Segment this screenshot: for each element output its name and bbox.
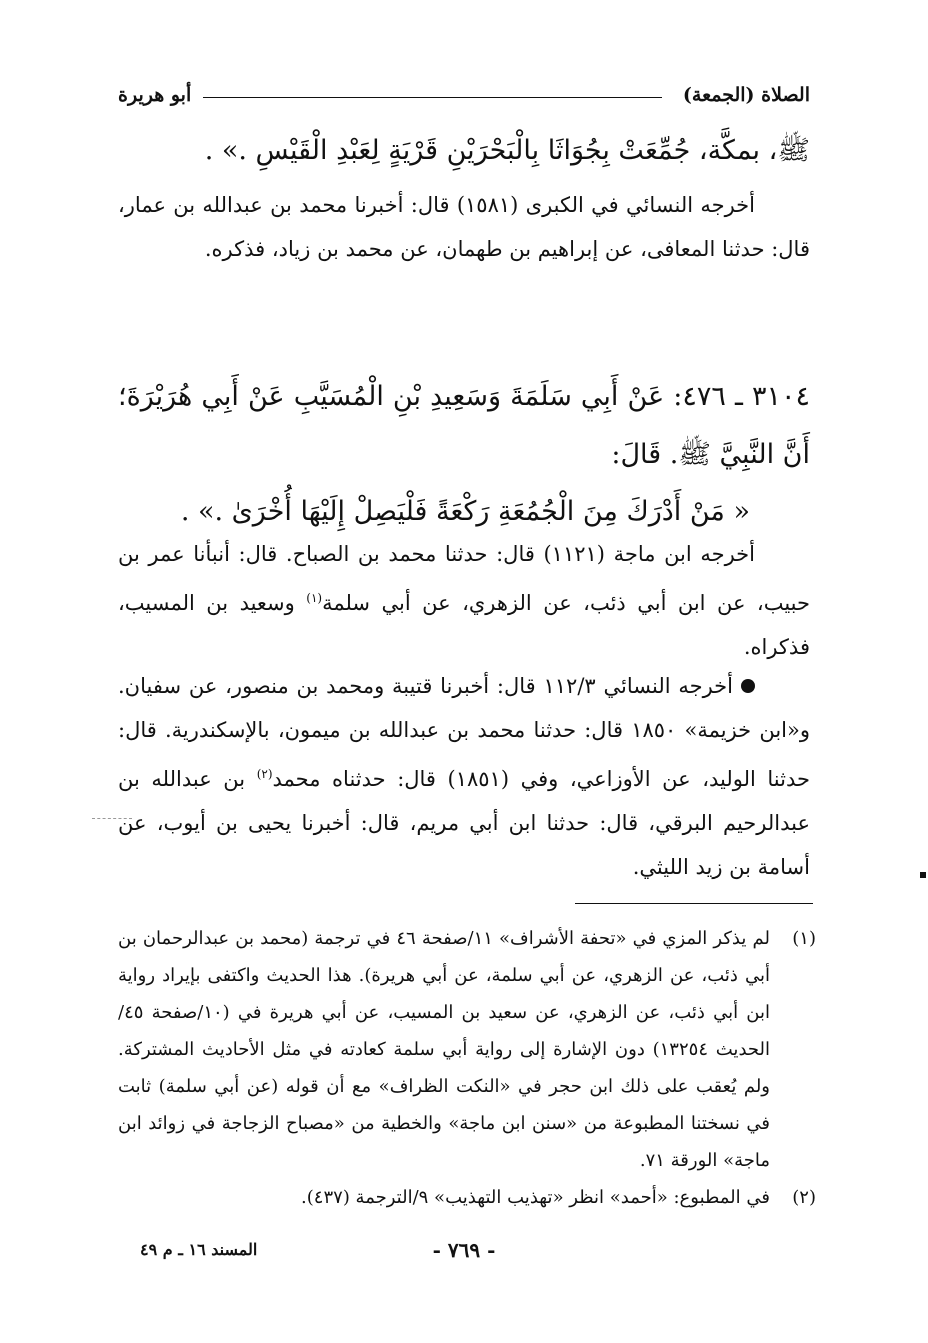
footnote-text: في المطبوع: «أحمد» انظر «تهذيب التهذيب» ٩/الترجمة (٤٣٧).: [301, 1187, 770, 1208]
footnote-separator: [575, 903, 813, 904]
hadith-heading: [118, 368, 810, 484]
hadith-isnad: ٣١٠٤ ـ ٤٧٦: عَنْ أَبِي سَلَمَةَ وَسَعِيدِ بْنِ الْمُسَيَّبِ عَنْ أَبِي هُرَيْرَةَ؛ أَنَّ النَّبِيَّ ﷺ. قَالَ:: [118, 381, 810, 470]
footnote-item: [118, 920, 816, 1179]
header-chapter-title: الصلاة (الجمعة): [682, 84, 810, 106]
hadith-text-continued: [118, 122, 810, 180]
header-rule: [203, 97, 662, 98]
hadith-fragment: ﷺ، بمكَّة، جُمِّعَتْ بِجُوَاثَا بِالْبَحْرَيْنِ قَرْيَةٍ لِعَبْدِ الْقَيْسِ .» .: [204, 135, 810, 166]
footnote-marker: (١): [306, 591, 323, 605]
takhrij-text-continued: بن عبدالله بن عبدالرحيم البرقي، قال: حدثنا ابن أبي مريم، قال: أخبرنا يحيى بن أيوب، عن أسامة بن زيد الليثي.: [118, 767, 810, 879]
takhrij-text-continued: وسعيد بن المسيب، فذكراه.: [118, 591, 810, 659]
takhrij-text: أخرجه النسائي ١١٢/٣ قال: أخبرنا قتيبة ومحمد بن منصور، عن سفيان. و«ابن خزيمة» ١٨٥٠ قال: حدثنا محمد بن عبدالله بن ميمون، بالإسكندرية. قال: حدثنا الوليد، عن الأوزاعي، وفي (١٨٥١) قال: حدثناه محمد: [118, 674, 810, 791]
page-number: - ٧٦٩ -: [432, 1238, 496, 1262]
margin-mark: [92, 818, 132, 819]
footnote-number: (١): [792, 928, 816, 949]
footnote-marker: (٢): [256, 767, 273, 781]
footnote-item: [118, 1179, 816, 1216]
header-narrator: أبو هريرة: [118, 84, 192, 106]
footnotes: [118, 920, 816, 1216]
takhrij-paragraph-3: [118, 664, 810, 889]
takhrij-text: أخرجه ابن ماجة (١١٢١) قال: حدثنا محمد بن الصباح. قال: أنبأنا عمر بن حبيب، عن ابن أبي ذئب، عن الزهري، عن أبي سلمة: [118, 542, 810, 615]
running-header: [118, 84, 810, 114]
bullet-icon: [741, 679, 755, 693]
takhrij-paragraph-2: [118, 532, 810, 669]
footnote-number: (٢): [792, 1187, 816, 1208]
margin-dot: [920, 872, 926, 878]
takhrij-text: أخرجه النسائي في الكبرى (١٥٨١) قال: أخبرنا محمد بن عبدالله بن عمار، قال: حدثنا المعافى، عن إبراهيم بن طهمان، عن محمد بن زياد، فذكره.: [118, 193, 810, 261]
printer-signature: المسند ١٦ ـ م ٤٩: [140, 1240, 258, 1259]
takhrij-paragraph-1: [118, 183, 810, 271]
hadith-matn-text: « مَنْ أَدْرَكَ مِنَ الْجُمُعَةِ رَكْعَةً فَلْيَصِلْ إِلَيْهَا أُخْرَىٰ .» .: [180, 496, 750, 527]
footnote-text: لم يذكر المزي في «تحفة الأشراف» ١١/صفحة ٤٦ في ترجمة (محمد بن عبدالرحمان بن أبي ذئب، عن الزهري، عن أبي سلمة، عن أبي هريرة). هذا الحديث واكتفى بإيراد رواية ابن أبي ذئب، عن الزهري، عن سعيد بن المسيب، عن أبي هريرة في (١٠/صفحة ٤٥/الحديث ١٣٢٥٤) دون الإشارة إلى رواية أبي سلمة كعادته في مثل الأحاديث المشتركة. ولم يُعقب على ذلك ابن حجر في «النكت الظراف» مع أن قوله (عن أبي سلمة) ثابت في نسختنا المطبوعة من «سنن ابن ماجة» والخطية من «مصباح الزجاجة في زوائد ابن ماجة» الورقة ٧١.: [118, 928, 770, 1171]
